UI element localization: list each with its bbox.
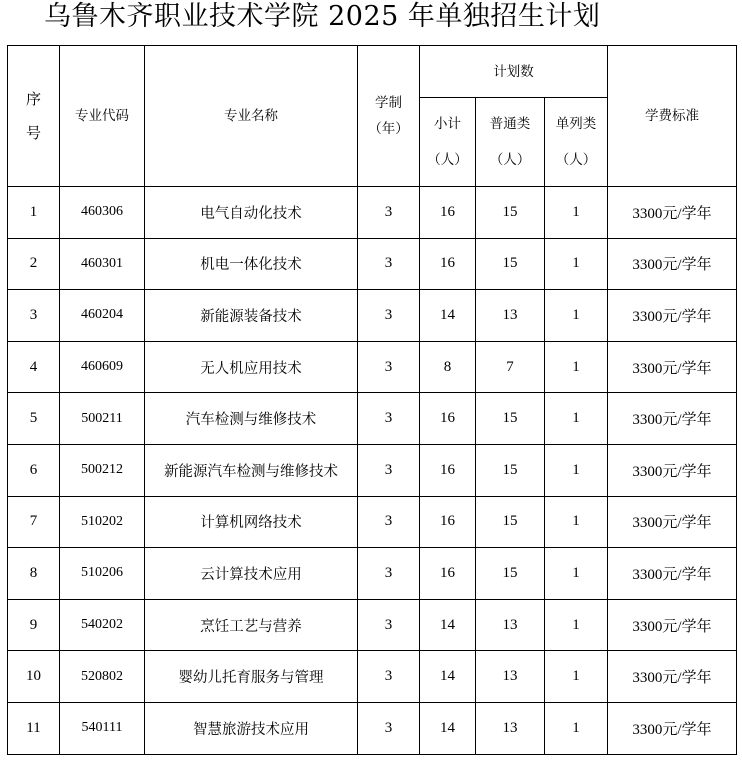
cell-seq: 5 <box>8 393 60 445</box>
header-general <box>476 98 545 187</box>
cell-major-code: 460306 <box>60 187 145 239</box>
table-row <box>8 187 737 239</box>
cell-seq: 2 <box>8 238 60 290</box>
table-row <box>8 702 737 754</box>
cell-separate: 1 <box>545 393 608 445</box>
cell-general: 15 <box>476 393 545 445</box>
cell-general: 7 <box>476 341 545 393</box>
cell-subtotal: 16 <box>420 496 476 548</box>
cell-major-name: 电气自动化技术 <box>145 187 358 239</box>
cell-separate: 1 <box>545 548 608 600</box>
cell-subtotal: 16 <box>420 238 476 290</box>
header-seq <box>8 46 60 187</box>
cell-separate: 1 <box>545 290 608 342</box>
header-separate-top: 单列类 <box>555 116 597 132</box>
cell-subtotal: 8 <box>420 341 476 393</box>
header-duration-bottom: （年） <box>368 121 409 137</box>
cell-years: 3 <box>358 548 420 600</box>
cell-separate: 1 <box>545 599 608 651</box>
table-row <box>8 651 737 703</box>
cell-tuition-fee: 3300元/学年 <box>608 187 737 239</box>
cell-general: 15 <box>476 238 545 290</box>
cell-major-code: 500212 <box>60 444 145 496</box>
cell-separate: 1 <box>545 341 608 393</box>
cell-major-code: 510206 <box>60 548 145 600</box>
table-row <box>8 393 737 445</box>
cell-years: 3 <box>358 238 420 290</box>
cell-major-code: 460609 <box>60 341 145 393</box>
cell-seq: 6 <box>8 444 60 496</box>
cell-seq: 9 <box>8 599 60 651</box>
cell-major-code: 510202 <box>60 496 145 548</box>
cell-seq: 7 <box>8 496 60 548</box>
cell-major-code: 500211 <box>60 393 145 445</box>
cell-seq: 3 <box>8 290 60 342</box>
cell-separate: 1 <box>545 702 608 754</box>
header-seq-bottom: 号 <box>25 124 41 142</box>
cell-major-name: 汽车检测与维修技术 <box>145 393 358 445</box>
cell-years: 3 <box>358 702 420 754</box>
cell-major-code: 460301 <box>60 238 145 290</box>
cell-years: 3 <box>358 341 420 393</box>
cell-major-name: 烹饪工艺与营养 <box>145 599 358 651</box>
table-row <box>8 444 737 496</box>
cell-general: 13 <box>476 599 545 651</box>
cell-general: 15 <box>476 444 545 496</box>
header-fee: 学费标准 <box>608 46 737 187</box>
cell-major-name: 云计算技术应用 <box>145 548 358 600</box>
cell-seq: 11 <box>8 702 60 754</box>
cell-separate: 1 <box>545 651 608 703</box>
cell-tuition-fee: 3300元/学年 <box>608 599 737 651</box>
cell-major-code: 540111 <box>60 702 145 754</box>
cell-subtotal: 14 <box>420 651 476 703</box>
table-row <box>8 599 737 651</box>
cell-general: 13 <box>476 651 545 703</box>
cell-major-code: 460204 <box>60 290 145 342</box>
cell-years: 3 <box>358 599 420 651</box>
cell-major-name: 计算机网络技术 <box>145 496 358 548</box>
cell-separate: 1 <box>545 187 608 239</box>
table-row <box>8 496 737 548</box>
cell-subtotal: 16 <box>420 393 476 445</box>
cell-seq: 8 <box>8 548 60 600</box>
cell-years: 3 <box>358 496 420 548</box>
cell-tuition-fee: 3300元/学年 <box>608 702 737 754</box>
table-row <box>8 341 737 393</box>
cell-years: 3 <box>358 444 420 496</box>
header-general-bottom: （人） <box>489 152 531 168</box>
cell-subtotal: 16 <box>420 444 476 496</box>
header-code: 专业代码 <box>60 46 145 187</box>
cell-general: 13 <box>476 290 545 342</box>
header-separate-bottom: （人） <box>555 152 597 168</box>
cell-tuition-fee: 3300元/学年 <box>608 290 737 342</box>
cell-major-name: 机电一体化技术 <box>145 238 358 290</box>
header-separate <box>545 98 608 187</box>
header-subtotal-top: 小计 <box>434 116 461 132</box>
header-general-top: 普通类 <box>489 116 531 132</box>
cell-tuition-fee: 3300元/学年 <box>608 496 737 548</box>
cell-years: 3 <box>358 651 420 703</box>
cell-major-name: 新能源汽车检测与维修技术 <box>145 444 358 496</box>
cell-major-name: 无人机应用技术 <box>145 341 358 393</box>
header-duration-top: 学制 <box>375 95 402 111</box>
enrollment-plan-table <box>7 45 737 755</box>
cell-general: 15 <box>476 548 545 600</box>
cell-subtotal: 14 <box>420 290 476 342</box>
cell-tuition-fee: 3300元/学年 <box>608 651 737 703</box>
cell-subtotal: 16 <box>420 187 476 239</box>
header-seq-top: 序 <box>25 90 41 108</box>
cell-tuition-fee: 3300元/学年 <box>608 548 737 600</box>
cell-years: 3 <box>358 290 420 342</box>
cell-major-name: 新能源装备技术 <box>145 290 358 342</box>
cell-major-name: 婴幼儿托育服务与管理 <box>145 651 358 703</box>
cell-general: 13 <box>476 702 545 754</box>
cell-tuition-fee: 3300元/学年 <box>608 238 737 290</box>
cell-tuition-fee: 3300元/学年 <box>608 444 737 496</box>
table-row <box>8 548 737 600</box>
cell-subtotal: 14 <box>420 599 476 651</box>
header-subtotal-bottom: （人） <box>427 152 468 168</box>
cell-separate: 1 <box>545 444 608 496</box>
cell-seq: 1 <box>8 187 60 239</box>
header-duration <box>358 46 420 187</box>
cell-seq: 10 <box>8 651 60 703</box>
cell-major-code: 540202 <box>60 599 145 651</box>
cell-seq: 4 <box>8 341 60 393</box>
cell-years: 3 <box>358 393 420 445</box>
cell-years: 3 <box>358 187 420 239</box>
cell-subtotal: 16 <box>420 548 476 600</box>
header-row-top <box>8 46 737 98</box>
table-body <box>8 187 737 755</box>
cell-major-code: 520802 <box>60 651 145 703</box>
table-row <box>8 238 737 290</box>
cell-tuition-fee: 3300元/学年 <box>608 393 737 445</box>
header-plan: 计划数 <box>420 46 608 98</box>
cell-subtotal: 14 <box>420 702 476 754</box>
cell-tuition-fee: 3300元/学年 <box>608 341 737 393</box>
cell-separate: 1 <box>545 496 608 548</box>
cell-general: 15 <box>476 496 545 548</box>
table-row <box>8 290 737 342</box>
header-subtotal <box>420 98 476 187</box>
cell-separate: 1 <box>545 238 608 290</box>
page-title: 乌鲁木齐职业技术学院 2025 年单独招生计划 <box>44 1 601 32</box>
cell-general: 15 <box>476 187 545 239</box>
header-name: 专业名称 <box>145 46 358 187</box>
cell-major-name: 智慧旅游技术应用 <box>145 702 358 754</box>
